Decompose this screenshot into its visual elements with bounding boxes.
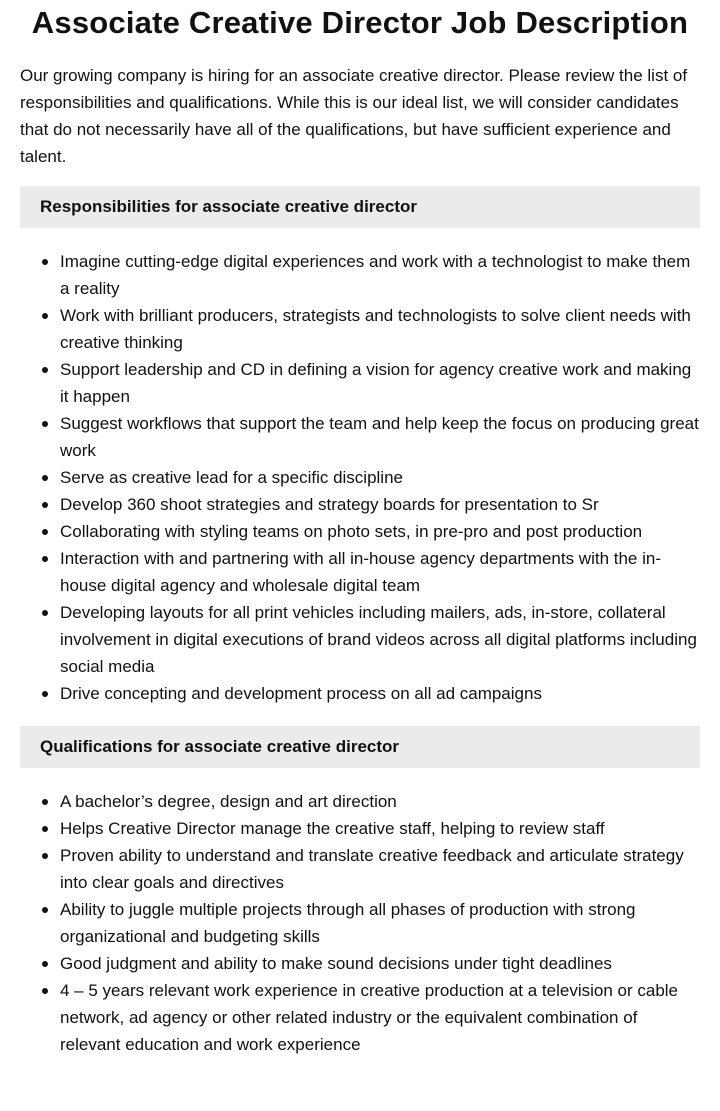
list-item xyxy=(60,545,700,599)
list-item-text: Work with brilliant producers, strategists and technologists to solve client needs with creative thinking xyxy=(60,306,691,352)
responsibilities-heading: Responsibilities for associate creative director xyxy=(20,186,700,228)
list-item xyxy=(60,599,700,680)
bullet-icon xyxy=(42,610,48,616)
bullet-icon xyxy=(42,988,48,994)
list-item-text: Support leadership and CD in defining a vision for agency creative work and making it happen xyxy=(60,360,692,406)
list-item-text: Proven ability to understand and translate creative feedback and articulate strategy into clear goals and directives xyxy=(60,846,684,892)
list-item xyxy=(60,356,700,410)
list-item xyxy=(60,788,700,815)
list-item xyxy=(60,842,700,896)
bullet-icon xyxy=(42,799,48,805)
list-item-text: Ability to juggle multiple projects through all phases of production with strong organizational and budgeting skills xyxy=(60,900,636,946)
list-item-text: Helps Creative Director manage the creative staff, helping to review staff xyxy=(60,819,605,838)
bullet-icon xyxy=(42,502,48,508)
list-item xyxy=(60,680,700,707)
list-item-text: Serve as creative lead for a specific discipline xyxy=(60,468,403,487)
bullet-icon xyxy=(42,475,48,481)
bullet-icon xyxy=(42,313,48,319)
list-item xyxy=(60,950,700,977)
list-item xyxy=(60,464,700,491)
list-item xyxy=(60,896,700,950)
list-item xyxy=(60,491,700,518)
list-item-text: Collaborating with styling teams on photo sets, in pre-pro and post production xyxy=(60,522,643,541)
list-item-text: Good judgment and ability to make sound decisions under tight deadlines xyxy=(60,954,612,973)
bullet-icon xyxy=(42,529,48,535)
list-item-text: Suggest workflows that support the team and help keep the focus on producing great work xyxy=(60,414,699,460)
list-item xyxy=(60,815,700,842)
responsibilities-list xyxy=(20,248,700,707)
list-item xyxy=(60,977,700,1058)
list-item xyxy=(60,518,700,545)
bullet-icon xyxy=(42,259,48,265)
qualifications-list xyxy=(20,788,700,1058)
page-title: Associate Creative Director Job Description xyxy=(31,5,689,40)
list-item-text: 4 – 5 years relevant work experience in creative production at a television or cable network, ad agency or other related industry or the equivalent combination of relevant education and work experience xyxy=(60,981,679,1054)
qualifications-heading: Qualifications for associate creative director xyxy=(20,726,700,768)
bullet-icon xyxy=(42,907,48,913)
list-item xyxy=(60,248,700,302)
bullet-icon xyxy=(42,961,48,967)
bullet-icon xyxy=(42,826,48,832)
bullet-icon xyxy=(42,421,48,427)
list-item xyxy=(60,302,700,356)
intro-paragraph: Our growing company is hiring for an associate creative director. Please review the list of responsibilities and qualifications. While this is our ideal list, we will consider candidates that do not necessarily have all of the qualifications, but have sufficient experience and talent. xyxy=(20,66,688,166)
list-item-text: A bachelor’s degree, design and art direction xyxy=(60,792,397,811)
list-item-text: Drive concepting and development process on all ad campaigns xyxy=(60,684,542,703)
bullet-icon xyxy=(42,556,48,562)
bullet-icon xyxy=(42,853,48,859)
list-item-text: Imagine cutting-edge digital experiences and work with a technologist to make them a reality xyxy=(60,252,691,298)
list-item-text: Interaction with and partnering with all in-house agency departments with the in-house digital agency and wholesale digital team xyxy=(60,549,662,595)
list-item-text: Developing layouts for all print vehicles including mailers, ads, in-store, collateral involvement in digital executions of brand videos across all digital platforms including social media xyxy=(60,603,697,676)
list-item-text: Develop 360 shoot strategies and strategy boards for presentation to Sr xyxy=(60,495,599,514)
list-item xyxy=(60,410,700,464)
bullet-icon xyxy=(42,691,48,697)
bullet-icon xyxy=(42,367,48,373)
